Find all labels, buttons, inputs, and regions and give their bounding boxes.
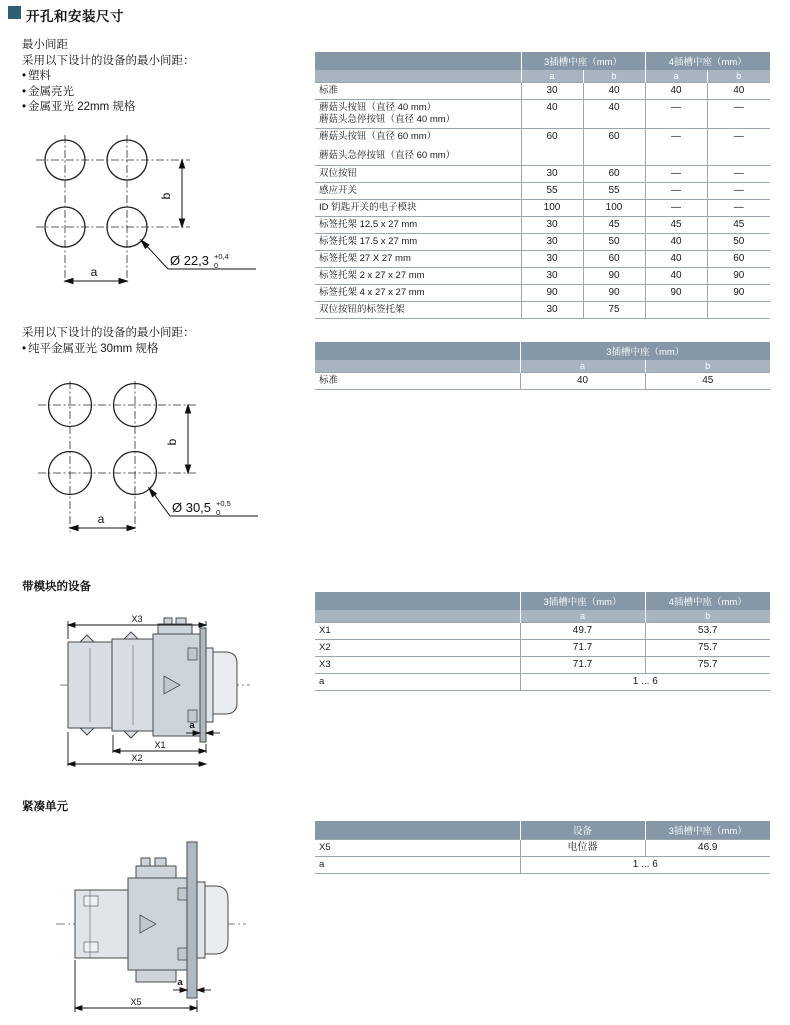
- table-row: [315, 623, 770, 640]
- header-cell: a: [520, 610, 645, 623]
- table-row: [315, 83, 770, 100]
- table-cell: 49.7: [520, 623, 645, 640]
- table-cell: 53.7: [645, 623, 770, 640]
- table-cell: 30: [521, 234, 583, 251]
- header-cell: a: [520, 360, 645, 373]
- table-row: [315, 657, 770, 674]
- table-row: [315, 251, 770, 268]
- drill-holes: [45, 140, 147, 247]
- table-cell: 55: [521, 183, 583, 200]
- table-cell: 30: [521, 83, 583, 100]
- table-cell: 40: [707, 83, 770, 100]
- table-cell: 电位器: [520, 840, 645, 857]
- lamp-housing: [75, 890, 128, 958]
- min-distance-text: [22, 38, 195, 116]
- device-with-modules-drawing: [40, 612, 275, 782]
- bullet-item: • 塑料: [22, 69, 195, 85]
- table-row: [315, 674, 770, 691]
- compact-unit-dimension-table: [315, 821, 770, 874]
- centerlines: [36, 135, 190, 285]
- table-cell: 45: [645, 373, 770, 390]
- header-cell: 4插槽中座（mm）: [645, 52, 770, 70]
- header-cell: [315, 342, 520, 360]
- row-label: a: [315, 674, 520, 691]
- table-cell: —: [645, 200, 707, 217]
- table-row: [315, 285, 770, 302]
- row-label: X3: [315, 657, 520, 674]
- header-cell: [315, 360, 520, 373]
- row-label: 双位按钮: [315, 166, 521, 183]
- tolerance-upper: +0,5: [216, 499, 231, 508]
- table-cell: 40: [645, 268, 707, 285]
- row-label: X1: [315, 623, 520, 640]
- table-cell: 71.7: [520, 657, 645, 674]
- section-heading-compact: 紧凑单元: [22, 801, 68, 813]
- table-row: [315, 857, 770, 874]
- drill-pattern-30mm-svg: [28, 380, 283, 555]
- dim-a-label: a: [90, 265, 98, 279]
- table-cell: 90: [583, 285, 645, 302]
- row-label: 感应开关: [315, 183, 521, 200]
- dim-x3-label: X3: [131, 614, 143, 624]
- header-cell: b: [707, 70, 770, 83]
- table-cell: 45: [707, 217, 770, 234]
- header-cell: [315, 70, 521, 83]
- table-cell: 75.7: [645, 640, 770, 657]
- table-row: [315, 640, 770, 657]
- row-label: 蘑菇头按钮（直径 40 mm） 蘑菇头急停按钮（直径 40 mm）: [315, 100, 521, 129]
- table-row: [315, 166, 770, 183]
- table-cell: 60: [583, 129, 645, 166]
- text-line: 采用以下设计的设备的最小间距：: [22, 327, 195, 339]
- table-cell: 100: [583, 200, 645, 217]
- row-label: ID 钥匙开关的电子模块: [315, 200, 521, 217]
- table-cell: 45: [583, 217, 645, 234]
- bullet-item: • 金属亮光: [22, 85, 195, 101]
- header-cell: 设备: [520, 821, 645, 840]
- table-cell: —: [645, 183, 707, 200]
- table-cell: 55: [583, 183, 645, 200]
- table-cell: —: [707, 100, 770, 129]
- table-cell: —: [645, 100, 707, 129]
- table-cell: 60: [707, 251, 770, 268]
- spec-table: [315, 52, 770, 319]
- row-label: 标签托架 2 x 27 x 27 mm: [315, 268, 521, 285]
- contact-modules: [68, 632, 153, 738]
- table-cell: 40: [645, 251, 707, 268]
- bullet-item: • 金属亚光 22mm 规格: [22, 100, 195, 116]
- button-cap: [213, 652, 237, 714]
- tolerance-upper: +0,4: [214, 252, 229, 261]
- spec-table: [315, 821, 770, 874]
- dim-a-label: a: [97, 512, 105, 526]
- header-cell: b: [583, 70, 645, 83]
- min-distance-spec-table: [315, 52, 770, 319]
- table-cell: 30: [521, 251, 583, 268]
- header-cell: [315, 52, 521, 70]
- header-cell: a: [521, 70, 583, 83]
- dim-b-label: b: [165, 438, 179, 446]
- table-cell: 46.9: [645, 840, 770, 857]
- table-cell: 40: [583, 83, 645, 100]
- row-label: 蘑菇头按钮（直径 60 mm） 蘑菇头急停按钮（直径 60 mm）: [315, 129, 521, 166]
- row-label: X5: [315, 840, 520, 857]
- table-cell: 30: [521, 268, 583, 285]
- row-label: a: [315, 857, 520, 874]
- text-line: 最小间距: [22, 39, 68, 51]
- table-cell: 40: [645, 234, 707, 251]
- table-cell: 30: [521, 217, 583, 234]
- dim-x1-label: X1: [154, 740, 166, 750]
- table-cell: [707, 302, 770, 319]
- header-cell: b: [645, 360, 770, 373]
- header-cell: [315, 592, 520, 610]
- table-row: [315, 302, 770, 319]
- compact-unit-svg: [40, 838, 275, 1020]
- diameter-label: Ø 22,3: [170, 253, 210, 268]
- table-cell: 90: [707, 268, 770, 285]
- row-label: 标准: [315, 83, 521, 100]
- tolerance-lower: 0: [216, 508, 221, 517]
- button-flange: [206, 648, 213, 722]
- table-row: [315, 234, 770, 251]
- header-cell: 3插槽中座（mm）: [520, 342, 770, 360]
- header-cell: 3插槽中座（mm）: [520, 592, 645, 610]
- table-cell: 50: [583, 234, 645, 251]
- row-label: 标签托架 4 x 27 x 27 mm: [315, 285, 521, 302]
- page-title: 开孔和安装尺寸: [26, 9, 124, 24]
- table-row: [315, 183, 770, 200]
- mounting-panel: [200, 628, 206, 742]
- table-cell: —: [645, 129, 707, 166]
- table-cell: 90: [707, 285, 770, 302]
- table-cell: 40: [520, 373, 645, 390]
- table-row: [315, 373, 770, 390]
- button-cap: [205, 886, 228, 954]
- table-cell: 60: [583, 251, 645, 268]
- page-title-bar: [8, 5, 124, 25]
- header-cell: [315, 821, 520, 840]
- dim-a-label: a: [189, 720, 195, 731]
- row-label: X2: [315, 640, 520, 657]
- dim-x2-label: X2: [131, 753, 143, 763]
- header-cell: a: [645, 70, 707, 83]
- row-label: 双位按钮的标签托架: [315, 302, 521, 319]
- table-cell: 90: [645, 285, 707, 302]
- table-cell: 1 ... 6: [520, 857, 770, 874]
- table-row: [315, 100, 770, 129]
- table-cell: 40: [521, 100, 583, 129]
- table-cell: [645, 302, 707, 319]
- table-cell: 90: [583, 268, 645, 285]
- table-cell: 71.7: [520, 640, 645, 657]
- row-label: 标签托架 17.5 x 27 mm: [315, 234, 521, 251]
- dim-x5-label: X5: [130, 997, 142, 1007]
- table-cell: —: [645, 166, 707, 183]
- table-row: [315, 129, 770, 166]
- table-cell: 40: [583, 100, 645, 129]
- table-cell: 60: [521, 129, 583, 166]
- table-cell: 50: [707, 234, 770, 251]
- modules-dimension-table: [315, 592, 770, 691]
- header-cell: 3插槽中座（mm）: [645, 821, 770, 840]
- table-cell: —: [707, 183, 770, 200]
- header-cell: 4插槽中座（mm）: [645, 592, 770, 610]
- flat-metal-spec-table: [315, 342, 770, 390]
- drill-pattern-22mm-drawing: [30, 133, 280, 313]
- min-distance-text-2: [22, 326, 195, 357]
- header-cell: [315, 610, 520, 623]
- table-cell: 30: [521, 302, 583, 319]
- row-label: 标签托架 12.5 x 27 mm: [315, 217, 521, 234]
- bullet-item: • 纯平金属亚光 30mm 规格: [22, 342, 195, 358]
- table-cell: 40: [645, 83, 707, 100]
- table-cell: 60: [583, 166, 645, 183]
- section-heading-modules: 带模块的设备: [22, 581, 91, 593]
- compact-unit-drawing: [40, 838, 275, 1025]
- text-line: 采用以下设计的设备的最小间距：: [22, 54, 195, 67]
- table-row: [315, 840, 770, 857]
- tolerance-lower: 0: [214, 261, 219, 270]
- drill-pattern-22mm-svg: [30, 133, 280, 308]
- table-row: [315, 200, 770, 217]
- header-cell: 3插槽中座（mm）: [521, 52, 645, 70]
- spec-table: [315, 342, 770, 390]
- accent-square-icon: [8, 6, 21, 19]
- header-cell: b: [645, 610, 770, 623]
- table-cell: 75.7: [645, 657, 770, 674]
- drill-pattern-30mm-drawing: [28, 380, 283, 560]
- table-cell: —: [707, 166, 770, 183]
- device-with-modules-svg: [40, 612, 275, 777]
- table-cell: 30: [521, 166, 583, 183]
- table-row: [315, 217, 770, 234]
- drill-holes: [49, 384, 157, 495]
- table-cell: 75: [583, 302, 645, 319]
- table-cell: —: [707, 200, 770, 217]
- actuator-body: [128, 858, 187, 982]
- diameter-label: Ø 30,5: [172, 500, 212, 515]
- spec-table: [315, 592, 770, 691]
- row-label: 标签托架 27 X 27 mm: [315, 251, 521, 268]
- mounting-panel: [187, 842, 197, 998]
- table-cell: 100: [521, 200, 583, 217]
- table-row: [315, 268, 770, 285]
- row-label: 标准: [315, 373, 520, 390]
- table-cell: 45: [645, 217, 707, 234]
- table-cell: 1 ... 6: [520, 674, 770, 691]
- button-flange: [197, 882, 205, 958]
- table-cell: 90: [521, 285, 583, 302]
- table-cell: —: [707, 129, 770, 166]
- dim-a-label: a: [177, 977, 183, 988]
- dim-b-label: b: [159, 192, 173, 200]
